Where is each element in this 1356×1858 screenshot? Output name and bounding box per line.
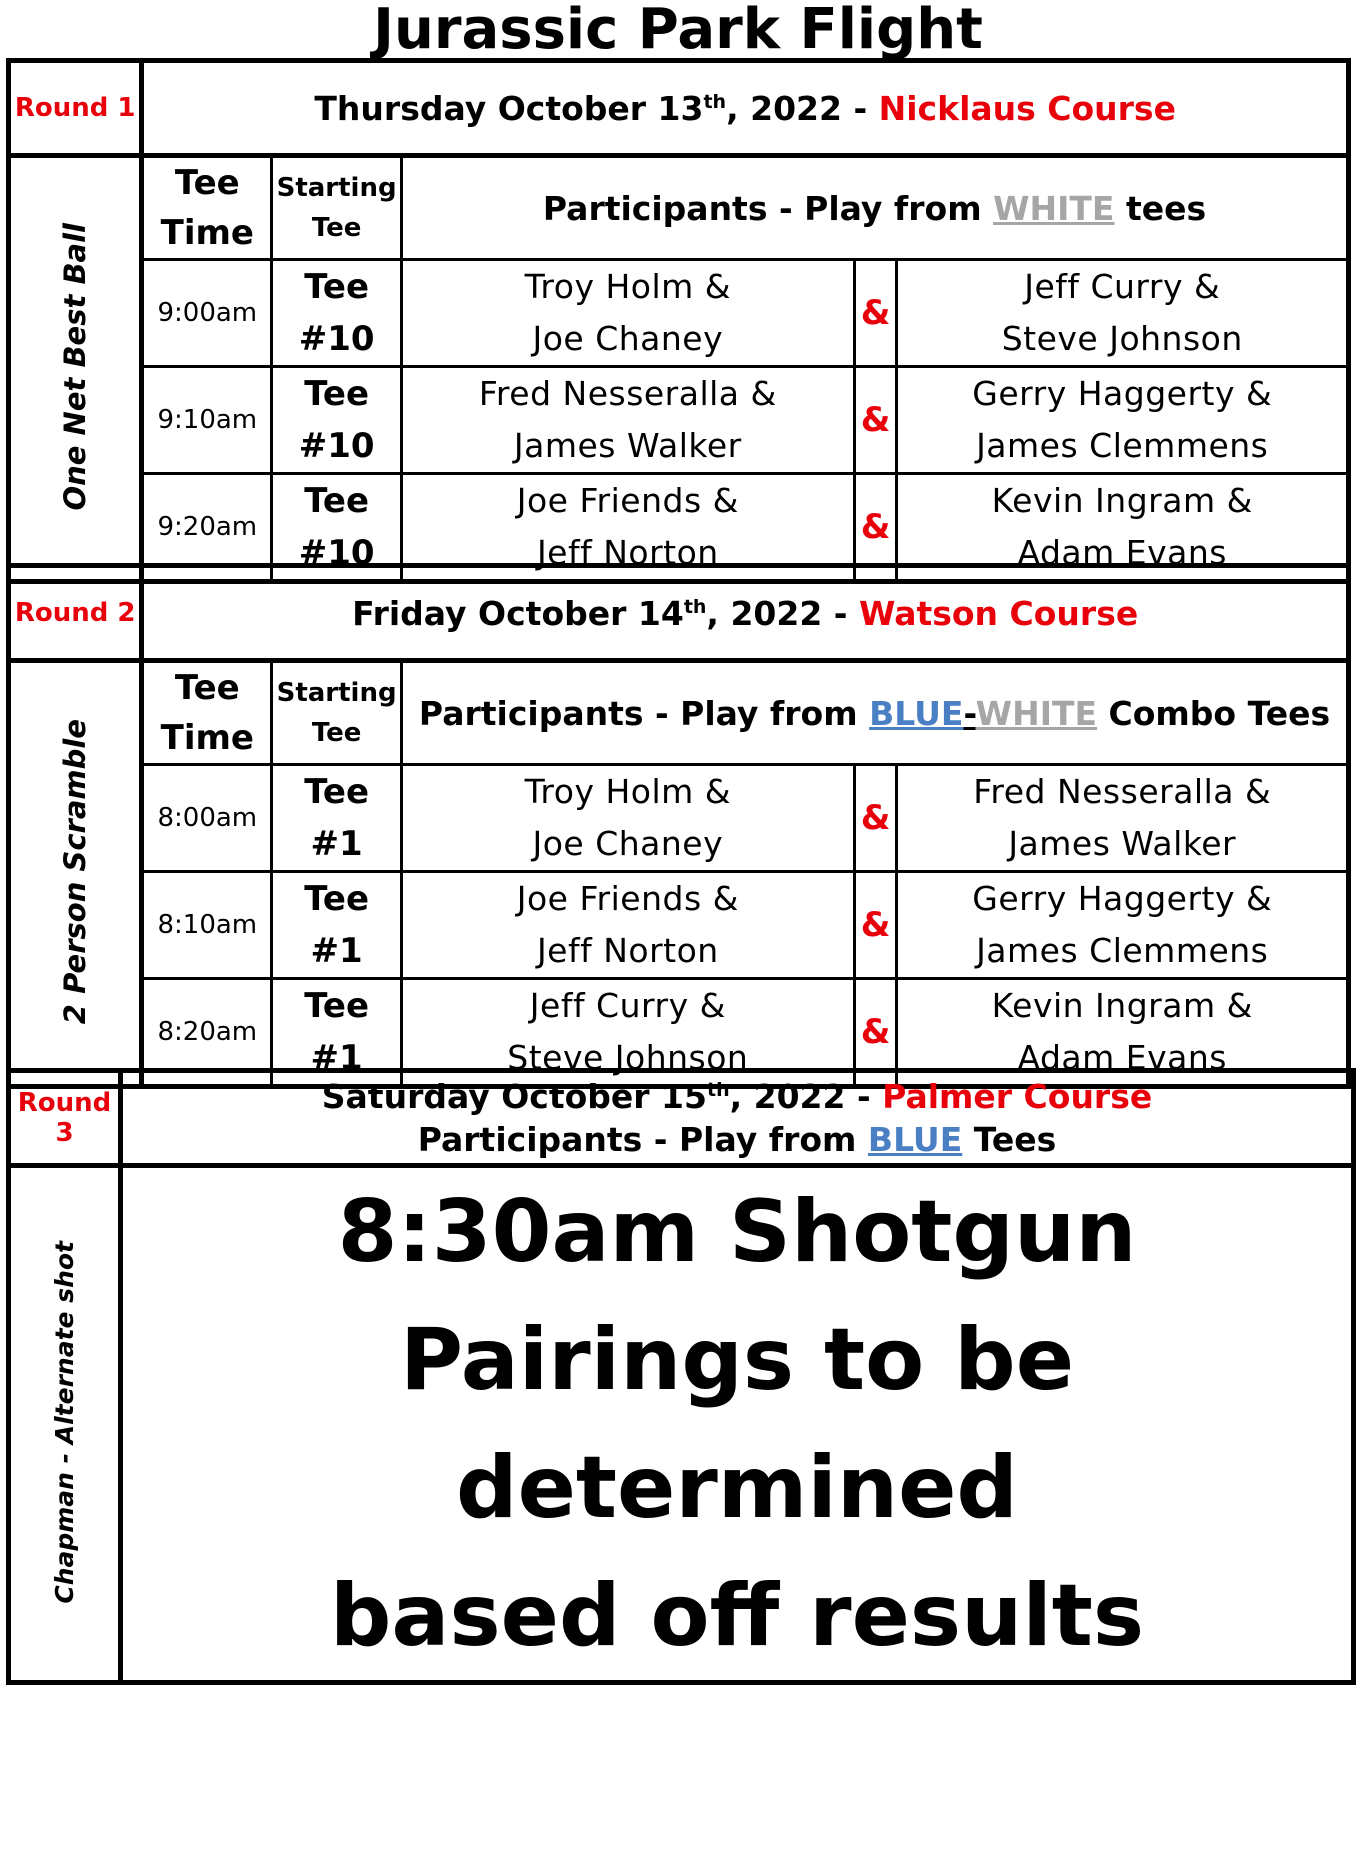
team-b: Kevin Ingram & Adam Evans xyxy=(897,979,1349,1087)
tee-time: 8:10am xyxy=(142,872,272,979)
header-participants: Participants - Play from BLUE-WHITE Combo Tees xyxy=(402,661,1349,765)
format-label: 2 Person Scramble xyxy=(9,661,142,1087)
table-row xyxy=(9,367,1349,474)
header-starting-tee: Starting Tee xyxy=(272,156,402,260)
starting-tee: Tee #10 xyxy=(272,474,402,582)
round-1-table xyxy=(6,58,1351,584)
team-b: Fred Nesseralla & James Walker xyxy=(897,765,1349,872)
header-tee-time: Tee Time xyxy=(142,661,272,765)
team-a: Fred Nesseralla & James Walker xyxy=(402,367,855,474)
format-label: One Net Best Ball xyxy=(9,156,142,582)
tee-time: 9:20am xyxy=(142,474,272,582)
team-a: Joe Friends & Jeff Norton xyxy=(402,474,855,582)
team-b: Gerry Haggerty & James Clemmens xyxy=(897,872,1349,979)
team-b: Jeff Curry & Steve Johnson xyxy=(897,260,1349,367)
versus-amp: & xyxy=(854,474,897,582)
course-name: Watson Course xyxy=(858,593,1139,633)
versus-amp: & xyxy=(854,367,897,474)
versus-amp: & xyxy=(854,765,897,872)
versus-amp: & xyxy=(854,979,897,1087)
versus-amp: & xyxy=(854,260,897,367)
course-name: Nicklaus Course xyxy=(878,88,1176,128)
round-date: Saturday October 15th, 2022 - Palmer Course Participants - Play from BLUE Tees xyxy=(121,1071,1354,1166)
starting-tee: Tee #1 xyxy=(272,872,402,979)
versus-amp: & xyxy=(854,872,897,979)
page-title: Jurassic Park Flight xyxy=(373,0,983,62)
table-row xyxy=(9,872,1349,979)
starting-tee: Tee #10 xyxy=(272,260,402,367)
team-a: Troy Holm & Joe Chaney xyxy=(402,765,855,872)
tee-time: 9:00am xyxy=(142,260,272,367)
team-a: Troy Holm & Joe Chaney xyxy=(402,260,855,367)
team-a: Joe Friends & Jeff Norton xyxy=(402,872,855,979)
round-date: Friday October 14th, 2022 - Watson Course xyxy=(142,566,1349,661)
round-3-table xyxy=(6,1068,1356,1685)
starting-tee: Tee #10 xyxy=(272,367,402,474)
header-starting-tee: Starting Tee xyxy=(272,661,402,765)
team-b: Kevin Ingram & Adam Evans xyxy=(897,474,1349,582)
format-label: Chapman - Alternate shot xyxy=(9,1166,121,1683)
team-a: Jeff Curry & Steve Johnson xyxy=(402,979,855,1087)
table-row xyxy=(9,260,1349,367)
tee-time: 9:10am xyxy=(142,367,272,474)
table-row xyxy=(9,765,1349,872)
round-label: Round 3 xyxy=(9,1071,121,1166)
header-tee-time: Tee Time xyxy=(142,156,272,260)
header-participants: Participants - Play from WHITE tees xyxy=(402,156,1349,260)
round-2-table xyxy=(6,563,1351,1089)
tee-time: 8:00am xyxy=(142,765,272,872)
round-label: Round 1 xyxy=(9,61,142,156)
shotgun-message: 8:30am Shotgun Pairings to be determined based off results xyxy=(121,1166,1354,1683)
round-date: Thursday October 13th, 2022 - Nicklaus Course xyxy=(142,61,1349,156)
round-label: Round 2 xyxy=(9,566,142,661)
course-name: Palmer Course xyxy=(882,1077,1153,1116)
starting-tee: Tee #1 xyxy=(272,765,402,872)
team-b: Gerry Haggerty & James Clemmens xyxy=(897,367,1349,474)
starting-tee: Tee #1 xyxy=(272,979,402,1087)
tee-time: 8:20am xyxy=(142,979,272,1087)
